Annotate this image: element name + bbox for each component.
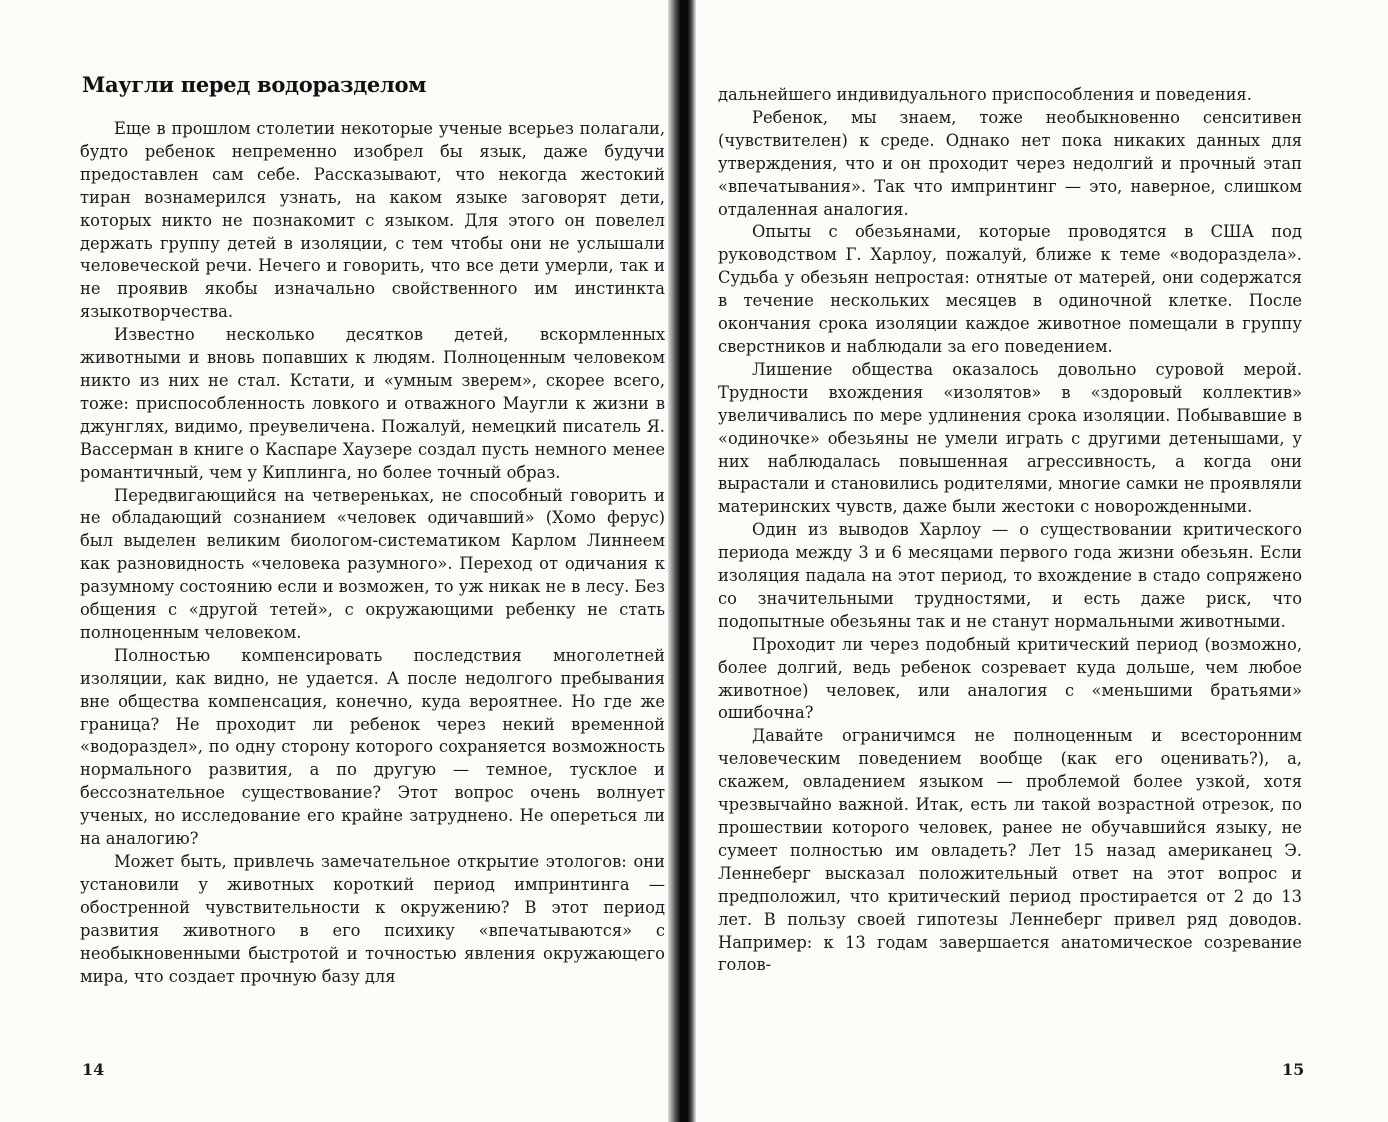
right-page-text	[718, 84, 1302, 977]
right-paragraph-1: Ребенок, мы знаем, тоже необыкновенно сенситивен (чувствителен) к среде. Однако нет пока никаких данных для утверждения, что и он проходит через недолгий и прочный этап «впечатывания». Так что импринтинг — это, наверное, слишком отдаленная аналогия.	[718, 107, 1302, 219]
left-paragraph-3: Передвигающийся на четвереньках, не способный говорить и не обладающий сознанием «человек одичавший» (Хомо ферус) был выделен великим биологом-систематиком Карлом Линнеем как разновидность «человека разумного». Переход от одичания к разумному состоянию если и возможен, то уж никак не в лесу. Без общения с «другой тетей», с окружающими ребенку не стать полноценным человеком.	[80, 485, 665, 642]
right-paragraph-2: Опыты с обезьянами, которые проводятся в США под руководством Г. Харлоу, пожалуй, ближе к теме «водораздела». Судьба у обезьян непростая: отнятые от матерей, они содержатся в течение нескольких месяцев в одиночной клетке. После окончания срока изоляции каждое животное помещали в группу сверстников и наблюдали за его поведением.	[718, 222, 1302, 356]
right-paragraph-4: Один из выводов Харлоу — о существовании критического периода между 3 и 6 месяцами первого года жизни обезьян. Если изоляция падала на этот период, то вхождение в стадо сопряжено со значительными трудностями, и есть даже риск, что подопытные обезьяны так и не станут нормальными животными.	[718, 520, 1302, 631]
left-page-text	[80, 118, 665, 988]
right-paragraph-5: Проходит ли через подобный критический период (возможно, более долгий, ведь ребенок созревает куда дольше, чем любое животное) человек, или аналогия с «меньшими братьями» ошибочна?	[718, 634, 1302, 723]
right-page-number: 15	[1282, 1060, 1305, 1079]
right-continuation: дальнейшего индивидуального приспособления и поведения.	[718, 85, 1252, 104]
left-paragraph-4: Полностью компенсировать последствия многолетней изоляции, как видно, не удается. А после недолгого пребывания вне общества компенсация, конечно, куда вероятнее. Но где же граница? Не проходит ли ребенок через некий временной «водораздел», по одну сторону которого сохраняется возможность нормального развития, а по другую — темное, тусклое и бессознательное существование? Этот вопрос очень волнует ученых, но исследование его крайне затруднено. Не опереться ли на аналогию?	[80, 645, 665, 849]
left-paragraph-2: Известно несколько десятков детей, вскормленных животными и вновь попавших к людям. Полноценным человеком никто из них не стал. Кстати, и «умным зверем», скорее всего, тоже: приспособленность ловкого и отважного Маугли к жизни в джунглях, видимо, преувеличена. Пожалуй, немецкий писатель Я. Вассерман в книге о Каспаре Хаузере создал пусть немного менее романтичный, чем у Киплинга, но более точный образ.	[80, 325, 665, 482]
left-paragraph-1: Еще в прошлом столетии некоторые ученые всерьез полагали, будто ребенок непременно изобрел бы язык, даже будучи предоставлен сам себе. Рассказывают, что некогда жестокий тиран вознамерился узнать, на каком языке заговорят дети, которых никто не познакомит с языком. Для этого он повелел держать группу детей в изоляции, с тем чтобы они не услышали человеческой речи. Нечего и говорить, что все дети умерли, так и не проявив якобы изначально свойственного им инстинкта языкотворчества.	[80, 119, 665, 322]
chapter-heading: Маугли перед водоразделом	[82, 72, 427, 97]
right-paragraph-6: Давайте ограничимся не полноценным и всесторонним человеческим поведением вообще (как его оценивать?), а, скажем, овладением языком — проблемой более узкой, хотя чрезвычайно важной. Итак, есть ли такой возрастной отрезок, по прошествии которого человек, ранее не обучавшийся языку, не сумеет полностью им овладеть? Лет 15 назад американец Э. Леннеберг высказал положительный ответ на этот вопрос и предположил, что критический период простирается от 2 до 13 лет. В пользу своей гипотезы Леннеберг привел ряд доводов. Например: к 13 годам завершается анатомическое созревание голов-	[718, 726, 1302, 975]
right-paragraph-3: Лишение общества оказалось довольно суровой мерой. Трудности вхождения «изолятов» в «здоровый коллектив» увеличивались по мере удлинения срока изоляции. Побывавшие в «одиночке» обезьяны не умели играть с другими детенышами, у них наблюдалась повышенная агрессивность, а когда они вырастали и становились родителями, многие самки не проявляли материнских чувств, даже были жестоки с новорожденными.	[718, 359, 1302, 517]
left-page-number: 14	[82, 1060, 105, 1079]
book-gutter	[668, 0, 696, 1122]
left-paragraph-5: Может быть, привлечь замечательное открытие этологов: они установили у животных короткий период импринтинга — обостренной чувствительности к окружению? В этот период развития животного в его психику «впечатываются» с необыкновенными быстротой и точностью явления окружающего мира, что создает прочную базу для	[80, 852, 665, 986]
